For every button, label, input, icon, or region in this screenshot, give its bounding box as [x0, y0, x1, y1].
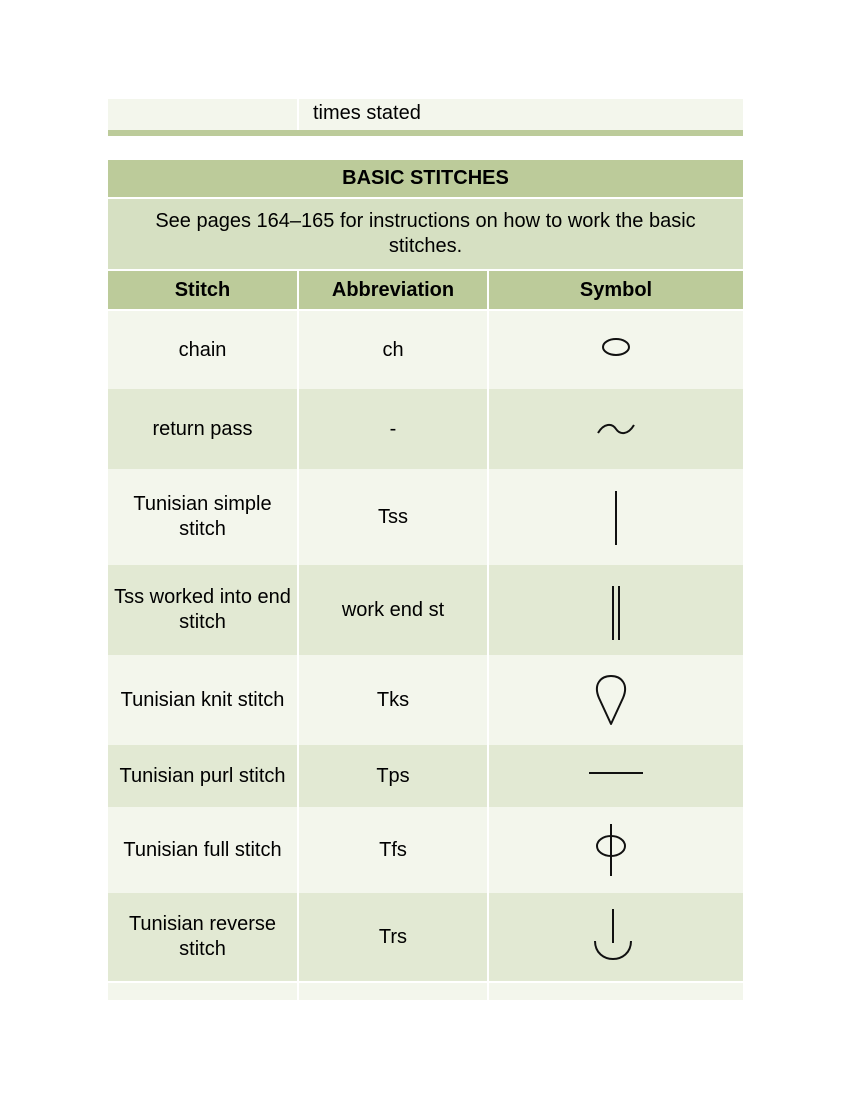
hook-icon	[589, 905, 637, 965]
column-header-stitch: Stitch	[174, 278, 231, 301]
stitch-name: chain	[178, 338, 227, 361]
previous-table-bottom-border	[108, 130, 743, 136]
stitch-abbreviation: Trs	[378, 925, 408, 948]
previous-table-note: times stated	[313, 102, 421, 124]
phi-icon	[591, 820, 631, 880]
table-row	[108, 389, 743, 469]
table-subtitle-bar	[108, 199, 743, 269]
table-subtitle: See pages 164–165 for instructions on how to work the basic stitches.	[155, 210, 696, 257]
table-row	[108, 807, 743, 893]
stitch-name: Tunisian full stitch	[123, 838, 282, 861]
table-row	[108, 893, 743, 981]
stitch-name: Tunisian knit stitch	[120, 688, 285, 711]
column-header-symbol: Symbol	[579, 278, 653, 301]
stitch-abbreviation: Tfs	[379, 838, 407, 861]
column-divider	[297, 99, 299, 130]
stitch-name: Tss worked into end stitch	[114, 586, 291, 633]
table-row	[108, 565, 743, 655]
column-header-abbreviation: Abbreviation	[331, 278, 455, 301]
stitch-abbreviation: Tps	[376, 764, 410, 787]
table-row-continuation	[108, 983, 743, 1000]
stitch-name: return pass	[152, 417, 253, 440]
horizontal-line-icon	[586, 763, 646, 783]
column-divider	[297, 983, 299, 1000]
stitch-name: Tunisian reverse stitch	[128, 913, 277, 960]
stitch-abbreviation: -	[389, 417, 397, 440]
oval-icon	[596, 332, 636, 362]
stitch-abbreviation: Tks	[376, 688, 410, 711]
table-title-bar	[108, 160, 743, 197]
table-header-row	[108, 271, 743, 309]
stitch-name: Tunisian purl stitch	[119, 764, 286, 787]
previous-table-last-row	[108, 99, 743, 130]
stitch-name: Tunisian simple stitch	[133, 493, 272, 540]
table-title: BASIC STITCHES	[342, 167, 509, 189]
table-row	[108, 311, 743, 389]
tilde-icon	[594, 417, 638, 441]
vertical-line-icon	[606, 487, 626, 547]
column-divider	[487, 983, 489, 1000]
stitch-abbreviation: work end st	[341, 598, 445, 621]
table-row	[108, 655, 743, 745]
table-row	[108, 469, 743, 565]
stitch-abbreviation: Tss	[378, 505, 408, 528]
stitch-abbreviation: ch	[382, 338, 404, 361]
teardrop-icon	[591, 672, 631, 728]
table-row	[108, 745, 743, 807]
double-vertical-line-icon	[606, 582, 626, 642]
